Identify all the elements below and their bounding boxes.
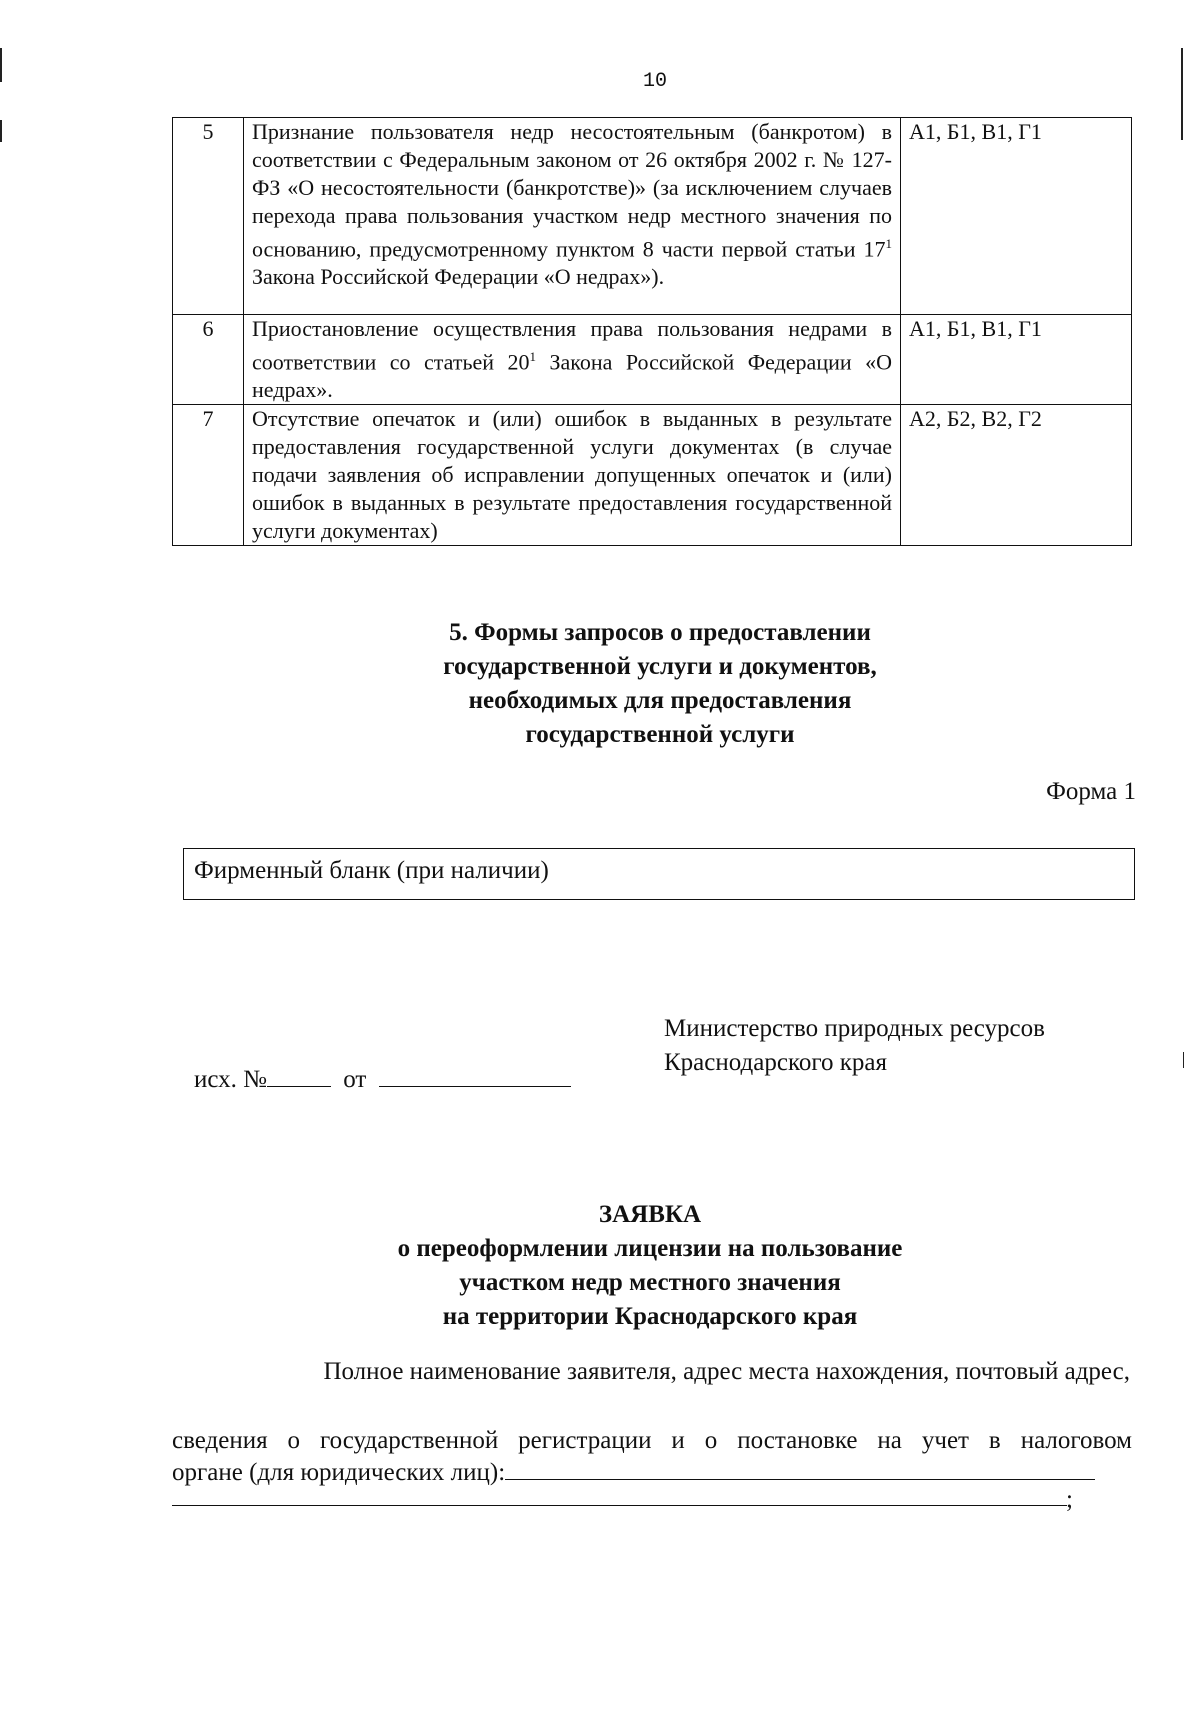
- applicant-paragraph-2-line-1: сведения о государственной регистрации и о постановке на учет в налоговом: [172, 1427, 1132, 1454]
- fill-in-line: [172, 1505, 1067, 1506]
- letterhead-label: Фирменный бланк (при наличии): [194, 857, 549, 884]
- recipient-block: [664, 1012, 1124, 1080]
- page-number: 10: [642, 70, 667, 93]
- superscript: 1: [529, 349, 537, 364]
- section-heading: 5. Формы запросов о предоставлении государственной услуги и документов, необходимых для предоставления государственной услуги: [443, 619, 877, 748]
- row-description: Приостановление осуществления права пользования недрами в соответствии со статьей $20^1$ Закона Российской Федерации «О недрах».: [244, 315, 901, 405]
- scan-edge-mark-left-2: [0, 120, 2, 142]
- recipient-line-2: Краснодарского края: [664, 1049, 887, 1076]
- row-codes: А1, Б1, В1, Г1: [901, 315, 1132, 405]
- superscript: 1: [885, 236, 892, 251]
- applicant-paragraph-1: Полное наименование заявителя, адрес места нахождения, почтовый адрес,: [323, 1358, 1130, 1385]
- recipient-line-1: Министерство природных ресурсов: [664, 1015, 1045, 1042]
- row-codes: А2, Б2, В2, Г2: [901, 405, 1132, 546]
- outgoing-date-label: от: [343, 1066, 367, 1093]
- table-row: [173, 405, 1132, 546]
- legal-entity-blank: [505, 1457, 1095, 1480]
- scan-edge-mark-right-2: [1183, 1052, 1184, 1068]
- row-number: 7: [173, 405, 244, 546]
- end-mark: ;: [1066, 1486, 1073, 1513]
- application-title: ЗАЯВКА о переоформлении лицензии на пользование участком недр местного значения на территории Краснодарского края: [397, 1201, 903, 1330]
- scan-edge-mark-right: [1181, 48, 1183, 140]
- row-description: Признание пользователя недр несостоятельным (банкротом) в соответствии с Федеральным законом от 26 октября 2002 г. № 127-ФЗ «О несостоятельности (банкротстве)» (за исключением случаев перехода права пользования участком недр местного значения по основанию, предусмотренному пунктом 8 части первой статьи $17^1$ Закона Российской Федерации «О недрах»).: [244, 118, 901, 315]
- table-row: [173, 315, 1132, 405]
- row-number: 6: [173, 315, 244, 405]
- grounds-table: [172, 117, 1132, 546]
- outgoing-number-label: исх. №: [194, 1066, 267, 1093]
- table-row: [173, 118, 1132, 315]
- form-label: Форма 1: [1046, 778, 1136, 805]
- applicant-paragraph-2-line-2: органе (для юридических лиц):: [172, 1457, 1095, 1487]
- row-codes: А1, Б1, В1, Г1: [901, 118, 1132, 315]
- outgoing-number-blank: [267, 1064, 331, 1087]
- outgoing-number-line: [194, 1064, 571, 1094]
- letterhead-box: [183, 848, 1135, 900]
- outgoing-date-blank: [379, 1064, 571, 1087]
- row-description: Отсутствие опечаток и (или) ошибок в выданных в результате предоставления государственной услуги документах (в случае подачи заявления об исправлении допущенных опечаток и (или) ошибок в выданных в результате предоставления государственной услуги документах): [244, 405, 901, 546]
- row-number: 5: [173, 118, 244, 315]
